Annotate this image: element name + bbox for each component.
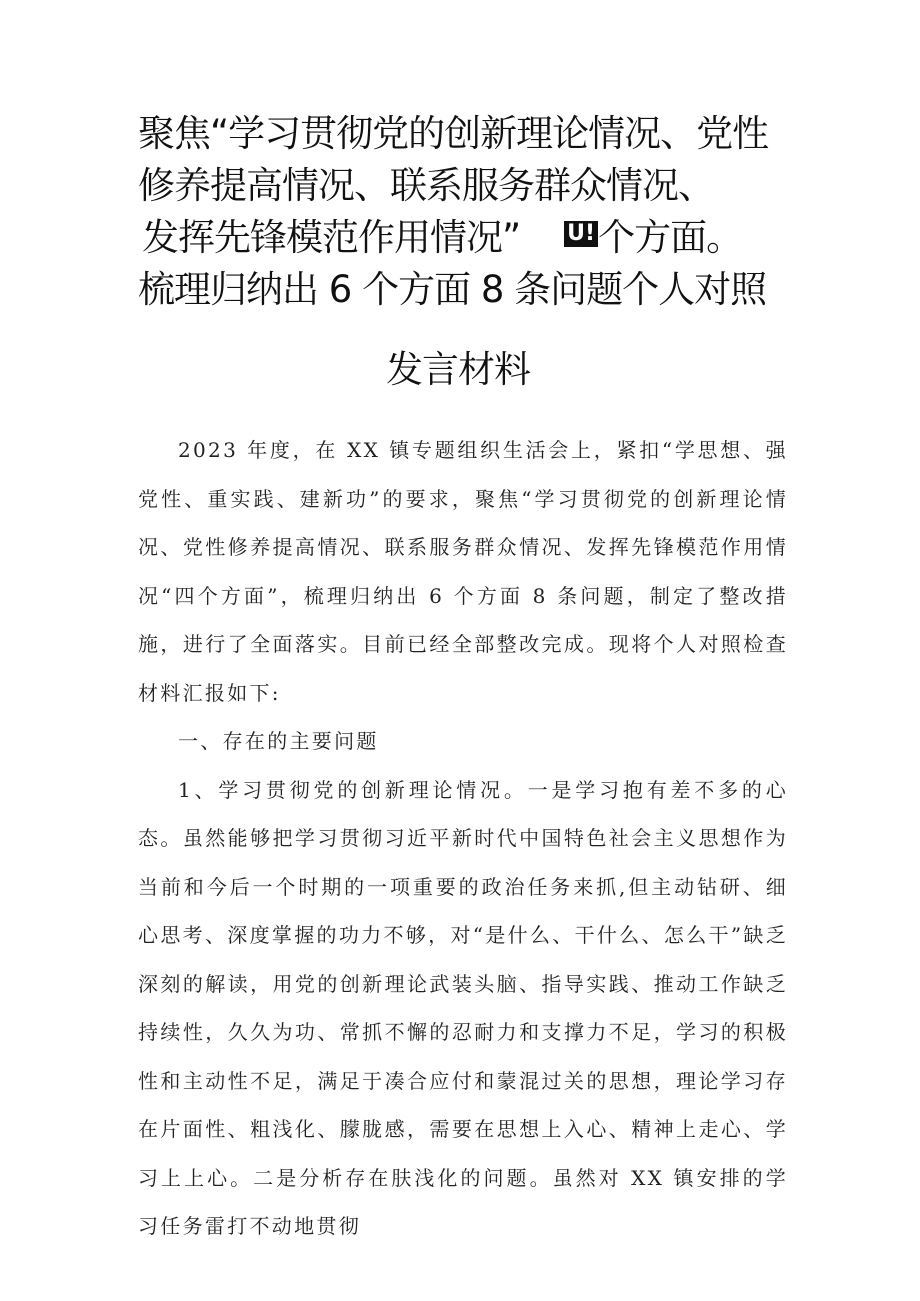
title-line-3-text: 发挥先锋模范作用情况” — [142, 216, 521, 259]
title-line-1: 聚焦“学习贯彻党的创新理论情况、党性 — [138, 112, 769, 155]
document-title — [138, 108, 818, 396]
title-glyph-badge: U! — [564, 221, 598, 247]
title-line-4: 梳理归纳出 6 个方面 8 条问题个人对照 — [138, 268, 767, 311]
title-line-5: 发言材料 — [386, 348, 530, 391]
paragraph-study-situation: 1、学习贯彻党的创新理论情况。一是学习抱有差不多的心态。虽然能够把学习贯彻习近平新时代中国特色社会主义思想作为当前和今后一个时期的一项重要的政治任务来抓,但主动钻研、细心思考、深度掌握的功力不够，对“是什么、干什么、怎么干”缺乏深刻的解读，用党的创新理论武装头脑、指导实践、推动工作缺乏持续性，久久为功、常抓不懈的忍耐力和支撑力不足，学习的积极性和主动性不足，满足于凑合应付和蒙混过关的思想，理论学习存在片面性、粗浅化、朦胧感，需要在思想上入心、精神上走心、学习上上心。二是分析存在肤浅化的问题。虽然对 XX 镇安排的学习任务雷打不动地贯彻 — [138, 777, 788, 1238]
title-line-2: 修养提高情况、联系服务群众情况、 — [138, 164, 714, 207]
intro-paragraph: 2023 年度，在 XX 镇专题组织生活会上，紧扣“学思想、强党性、重实践、建新功”的要求，聚焦“学习贯彻党的创新理论情况、党性修养提高情况、联系服务群众情况、发挥先锋模范作用情况“四个方面”，梳理归纳出 6 个方面 8 条问题，制定了整改措施，进行了全面落实。目前已经全部整改完成。现将个人对照检查材料汇报如下: — [138, 438, 788, 705]
document-body — [138, 426, 788, 1251]
title-line-3 — [138, 212, 818, 264]
title-line-3-tail: 个方面。 — [598, 216, 743, 259]
section-heading-problems: 一、存在的主要问题 — [178, 729, 379, 753]
